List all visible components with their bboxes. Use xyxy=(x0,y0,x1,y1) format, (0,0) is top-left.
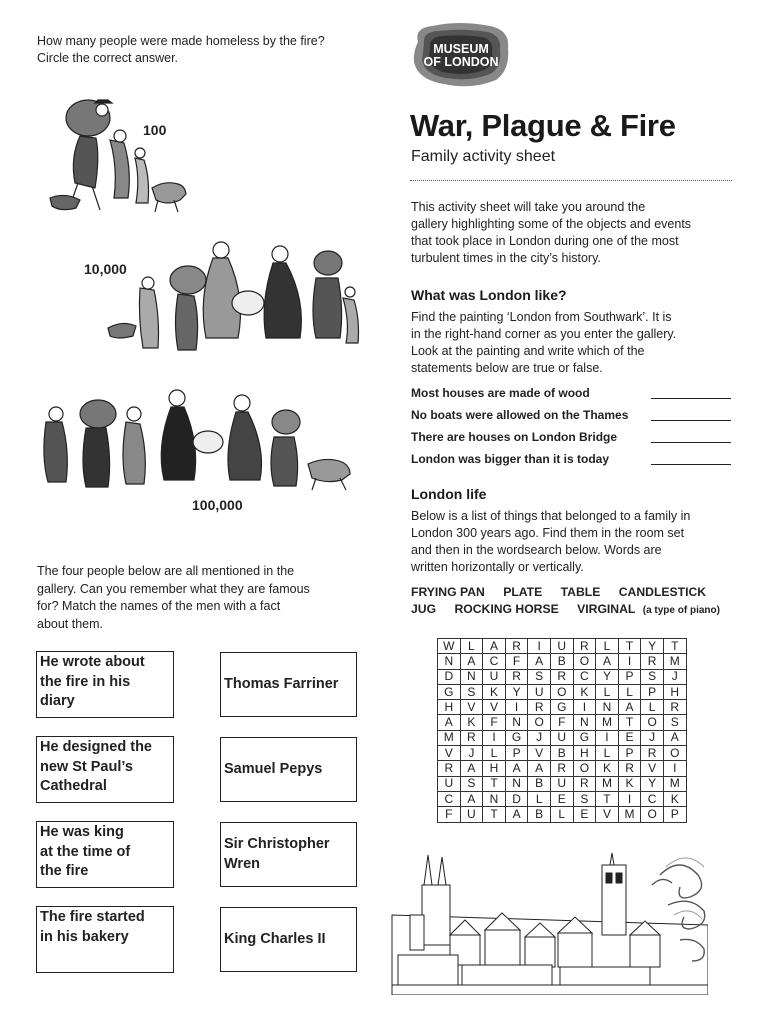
wordsearch-cell[interactable]: A xyxy=(460,791,483,806)
wordsearch-cell[interactable]: A xyxy=(438,715,461,730)
wordsearch-cell[interactable]: H xyxy=(573,746,596,761)
wordsearch-row xyxy=(438,746,687,761)
wordsearch-cell[interactable]: Y xyxy=(641,639,664,654)
wordsearch-cell[interactable]: R xyxy=(528,700,551,715)
wordsearch-cell[interactable]: O xyxy=(641,807,664,822)
wordsearch-cell[interactable]: S xyxy=(641,669,664,684)
wordsearch-cell[interactable]: A xyxy=(460,654,483,669)
wordsearch-row xyxy=(438,639,687,654)
wordsearch-cell[interactable]: J xyxy=(641,730,664,745)
wordsearch-cell[interactable]: I xyxy=(573,700,596,715)
wordsearch-cell[interactable]: A xyxy=(505,761,528,776)
wordsearch-cell[interactable]: R xyxy=(550,761,573,776)
statement-row xyxy=(411,452,731,470)
wordsearch-cell[interactable]: B xyxy=(550,654,573,669)
wordsearch-cell[interactable]: T xyxy=(483,807,506,822)
wordsearch-cell[interactable]: A xyxy=(505,807,528,822)
wordsearch-cell[interactable]: B xyxy=(550,746,573,761)
wordsearch-cell[interactable]: O xyxy=(528,715,551,730)
wordsearch-cell[interactable]: C xyxy=(438,791,461,806)
wordsearch-cell[interactable]: V xyxy=(460,700,483,715)
name-box-thomas-farriner[interactable] xyxy=(220,652,357,717)
wordsearch-cell[interactable]: E xyxy=(573,807,596,822)
statement-text: London was bigger than it is today xyxy=(411,452,610,466)
wordsearch-cell[interactable]: S xyxy=(460,776,483,791)
wordsearch-cell[interactable]: L xyxy=(460,639,483,654)
word-list-row2 xyxy=(411,602,735,616)
wordsearch-cell[interactable]: P xyxy=(663,807,686,822)
wordsearch-row xyxy=(438,700,687,715)
wordsearch-cell[interactable]: W xyxy=(438,639,461,654)
match-question-line: gallery. Can you remember what they are famous xyxy=(37,581,310,596)
wordsearch-cell[interactable]: K xyxy=(663,791,686,806)
wordsearch-cell[interactable]: V xyxy=(596,807,619,822)
wordsearch-cell[interactable]: R xyxy=(641,746,664,761)
wordsearch-cell[interactable]: C xyxy=(641,791,664,806)
wordsearch-cell[interactable]: L xyxy=(483,746,506,761)
wordsearch-cell[interactable]: L xyxy=(550,807,573,822)
homeless-question-line1: How many people were made homeless by the fire? xyxy=(37,34,325,48)
wordsearch-cell[interactable]: T xyxy=(663,639,686,654)
wordsearch-cell[interactable]: R xyxy=(550,669,573,684)
wordsearch-cell[interactable]: N xyxy=(483,791,506,806)
statement-text: Most houses are made of wood xyxy=(411,386,590,400)
wordsearch-cell[interactable]: M xyxy=(596,715,619,730)
fact-line: He was king xyxy=(40,824,124,840)
answer-blank[interactable] xyxy=(651,420,731,421)
wordsearch-cell[interactable]: I xyxy=(505,700,528,715)
wordsearch-cell[interactable]: N xyxy=(460,669,483,684)
fact-line: diary xyxy=(40,693,75,709)
intro-line: This activity sheet will take you around the xyxy=(411,200,646,214)
word-item: CANDLESTICK xyxy=(618,585,707,599)
wordsearch-cell[interactable]: N xyxy=(596,700,619,715)
london-skyline-fire-illustration xyxy=(390,845,708,995)
name-box-samuel-pepys[interactable] xyxy=(220,737,357,802)
wordsearch-cell[interactable]: G xyxy=(438,684,461,699)
wordsearch-cell[interactable]: E xyxy=(550,791,573,806)
wordsearch-cell[interactable]: F xyxy=(505,654,528,669)
fact-line: the fire in his xyxy=(40,673,131,690)
fact-line: the fire xyxy=(40,863,89,879)
fact-line: Cathedral xyxy=(40,778,107,794)
statement-row xyxy=(411,430,731,448)
wordsearch-cell[interactable]: I xyxy=(663,761,686,776)
wordsearch-cell[interactable]: K xyxy=(618,776,641,791)
match-question-line: about them. xyxy=(37,616,104,631)
wordsearch-cell[interactable]: A xyxy=(483,639,506,654)
answer-blank[interactable] xyxy=(651,442,731,443)
london-line: Look at the painting and write which of the xyxy=(411,344,645,358)
wordsearch-cell[interactable]: O xyxy=(573,654,596,669)
name-line: Wren xyxy=(224,855,260,872)
wordsearch-cell[interactable]: O xyxy=(663,746,686,761)
page-title: War, Plague & Fire xyxy=(410,108,676,143)
wordsearch-cell[interactable]: P xyxy=(505,746,528,761)
wordsearch-cell[interactable]: Y xyxy=(641,776,664,791)
wordsearch-row xyxy=(438,669,687,684)
wordsearch-cell[interactable]: N xyxy=(573,715,596,730)
name-line: Thomas Farriner xyxy=(224,675,339,692)
wordsearch-cell[interactable]: R xyxy=(438,761,461,776)
name-box-king-charles[interactable] xyxy=(220,907,357,972)
wordsearch-cell[interactable]: Y xyxy=(505,684,528,699)
fact-line: new St Paul’s xyxy=(40,758,133,775)
wordsearch-row xyxy=(438,807,687,822)
wordsearch-cell[interactable]: D xyxy=(438,669,461,684)
wordsearch-cell[interactable]: L xyxy=(596,746,619,761)
wordsearch-cell[interactable]: R xyxy=(663,700,686,715)
london-line: Find the painting ‘London from Southwark’. It is xyxy=(411,310,672,324)
wordsearch-cell[interactable]: L xyxy=(641,700,664,715)
wordsearch-cell[interactable]: G xyxy=(573,730,596,745)
wordsearch-cell[interactable]: I xyxy=(596,730,619,745)
name-line: Samuel Pepys xyxy=(224,760,323,777)
wordsearch-cell[interactable]: V xyxy=(528,746,551,761)
wordsearch-cell[interactable]: M xyxy=(438,730,461,745)
wordsearch-cell[interactable]: A xyxy=(460,761,483,776)
wordsearch-cell[interactable]: K xyxy=(483,684,506,699)
word-item: VIRGINAL xyxy=(577,602,636,616)
wordsearch-cell[interactable]: O xyxy=(641,715,664,730)
wordsearch-cell[interactable]: A xyxy=(528,761,551,776)
wordsearch-cell[interactable]: T xyxy=(596,791,619,806)
name-line: Sir Christopher xyxy=(224,836,330,852)
match-question xyxy=(37,563,357,633)
wordsearch-cell[interactable]: C xyxy=(573,669,596,684)
match-question-line: for? Match the names of the men with a fact xyxy=(37,599,281,613)
wordsearch-cell[interactable]: H xyxy=(483,761,506,776)
wordsearch-cell[interactable]: N xyxy=(505,776,528,791)
wordsearch-cell[interactable]: M xyxy=(596,776,619,791)
wordsearch-cell[interactable]: U xyxy=(550,730,573,745)
wordsearch-cell[interactable]: R xyxy=(573,639,596,654)
refugees-large-group-illustration xyxy=(36,382,354,497)
answer-blank[interactable] xyxy=(651,398,731,399)
london-line: in the right-hand corner as you enter the gallery. xyxy=(411,327,677,341)
wordsearch-cell[interactable]: L xyxy=(528,791,551,806)
wordsearch-cell[interactable]: R xyxy=(618,761,641,776)
wordsearch-cell[interactable]: J xyxy=(663,669,686,684)
wordsearch-cell[interactable]: R xyxy=(505,669,528,684)
name-line: King Charles II xyxy=(224,930,326,947)
intro-line: gallery highlighting some of the objects and events xyxy=(411,217,692,231)
statement-row xyxy=(411,408,731,426)
wordsearch-cell[interactable]: S xyxy=(460,684,483,699)
wordsearch-grid xyxy=(437,638,687,823)
life-line: Below is a list of things that belonged to a family in xyxy=(411,509,691,523)
dotted-divider xyxy=(410,180,732,181)
wordsearch-cell[interactable]: A xyxy=(596,654,619,669)
answer-100000[interactable]: 100,000 xyxy=(192,497,243,513)
word-item: ROCKING HORSE xyxy=(454,602,559,616)
wordsearch-cell[interactable]: K xyxy=(460,715,483,730)
wordsearch-cell[interactable]: H xyxy=(438,700,461,715)
wordsearch-cell[interactable]: M xyxy=(618,807,641,822)
london-life-paragraph xyxy=(411,508,733,576)
wordsearch-cell[interactable]: A xyxy=(528,654,551,669)
life-line: and then in the wordsearch below. Words are xyxy=(411,543,662,557)
wordsearch-cell[interactable]: U xyxy=(550,776,573,791)
intro-line: that took place in London during one of the most xyxy=(411,234,679,248)
fact-line: The fire started xyxy=(40,909,145,925)
wordsearch-cell[interactable]: U xyxy=(550,639,573,654)
wordsearch-cell[interactable]: B xyxy=(528,807,551,822)
wordsearch-cell[interactable]: D xyxy=(505,791,528,806)
logo-line1: MUSEUM xyxy=(433,42,489,56)
wordsearch-cell[interactable]: C xyxy=(483,654,506,669)
wordsearch-cell[interactable]: R xyxy=(573,776,596,791)
word-item: FRYING PAN xyxy=(411,585,485,599)
london-life-heading: London life xyxy=(411,486,487,502)
wordsearch-cell[interactable]: S xyxy=(528,669,551,684)
wordsearch-row xyxy=(438,761,687,776)
refugees-small-group-illustration xyxy=(40,88,190,220)
word-item: TABLE xyxy=(560,585,601,599)
wordsearch-cell[interactable]: U xyxy=(460,807,483,822)
fact-line: in his bakery xyxy=(40,928,129,945)
wordsearch-cell[interactable]: R xyxy=(505,639,528,654)
fact-box-bakery[interactable] xyxy=(36,906,174,973)
wordsearch-cell[interactable]: L xyxy=(596,639,619,654)
wordsearch-cell[interactable]: A xyxy=(663,730,686,745)
london-line: statements below are true or false. xyxy=(411,361,603,375)
wordsearch-cell[interactable]: I xyxy=(618,791,641,806)
wordsearch-cell[interactable]: P xyxy=(641,684,664,699)
wordsearch-cell[interactable]: F xyxy=(550,715,573,730)
wordsearch-cell[interactable]: R xyxy=(641,654,664,669)
match-question-line: The four people below are all mentioned in the xyxy=(37,564,295,578)
wordsearch-cell[interactable]: A xyxy=(618,700,641,715)
wordsearch-cell[interactable]: E xyxy=(618,730,641,745)
fact-box-king[interactable] xyxy=(36,821,174,888)
wordsearch-cell[interactable]: U xyxy=(528,684,551,699)
wordsearch-cell[interactable]: R xyxy=(460,730,483,745)
wordsearch-cell[interactable]: U xyxy=(483,669,506,684)
wordsearch-cell[interactable]: I xyxy=(483,730,506,745)
statement-row xyxy=(411,386,731,404)
wordsearch-cell[interactable]: K xyxy=(596,761,619,776)
wordsearch-cell[interactable]: P xyxy=(618,746,641,761)
statement-text: No boats were allowed on the Thames xyxy=(411,408,629,422)
fact-box-diary[interactable] xyxy=(36,651,174,718)
wordsearch-cell[interactable]: S xyxy=(573,791,596,806)
wordsearch-cell[interactable]: I xyxy=(528,639,551,654)
name-box-christopher-wren[interactable] xyxy=(220,822,357,887)
word-list-row1 xyxy=(411,585,721,599)
wordsearch-cell[interactable]: S xyxy=(663,715,686,730)
wordsearch-row xyxy=(438,776,687,791)
wordsearch-cell[interactable]: T xyxy=(618,639,641,654)
page-subtitle: Family activity sheet xyxy=(411,148,556,165)
wordsearch-cell[interactable]: U xyxy=(438,776,461,791)
wordsearch-cell[interactable]: T xyxy=(483,776,506,791)
answer-100[interactable]: 100 xyxy=(143,122,167,138)
wordsearch-cell[interactable]: L xyxy=(596,684,619,699)
word-item: JUG xyxy=(411,602,437,616)
answer-blank[interactable] xyxy=(651,464,731,465)
wordsearch-cell[interactable]: V xyxy=(483,700,506,715)
wordsearch-cell[interactable]: O xyxy=(573,761,596,776)
wordsearch-cell[interactable]: F xyxy=(438,807,461,822)
intro-line: turbulent times in the city’s history. xyxy=(411,251,601,265)
wordsearch-row xyxy=(438,730,687,745)
fact-line: at the time of xyxy=(40,843,131,860)
museum-of-london-logo xyxy=(410,22,512,88)
wordsearch-cell[interactable]: M xyxy=(663,654,686,669)
wordsearch-cell[interactable]: B xyxy=(528,776,551,791)
answer-10000[interactable]: 10,000 xyxy=(84,261,127,277)
wordsearch-cell[interactable]: T xyxy=(618,715,641,730)
fact-line: He designed the xyxy=(40,739,152,755)
intro-paragraph xyxy=(411,199,733,267)
wordsearch-cell[interactable]: V xyxy=(438,746,461,761)
statement-text: There are houses on London Bridge xyxy=(411,430,618,444)
wordsearch-cell[interactable]: I xyxy=(618,654,641,669)
wordsearch-row xyxy=(438,684,687,699)
wordsearch-cell[interactable]: F xyxy=(483,715,506,730)
fact-box-cathedral[interactable] xyxy=(36,736,174,803)
life-line: written horizontally or vertically. xyxy=(411,560,584,574)
wordsearch-cell[interactable]: J xyxy=(460,746,483,761)
wordsearch-row xyxy=(438,654,687,669)
wordsearch-cell[interactable]: N xyxy=(438,654,461,669)
wordsearch-cell[interactable]: V xyxy=(641,761,664,776)
wordsearch-cell[interactable]: N xyxy=(505,715,528,730)
wordsearch-cell[interactable]: G xyxy=(505,730,528,745)
life-line: London 300 years ago. Find them in the room set xyxy=(411,526,685,540)
london-heading: What was London like? xyxy=(411,287,567,303)
wordsearch-row xyxy=(438,715,687,730)
wordsearch-cell[interactable]: Y xyxy=(596,669,619,684)
refugees-medium-group-illustration xyxy=(88,228,368,358)
fact-line: He wrote about xyxy=(40,654,145,670)
london-paragraph xyxy=(411,309,733,377)
wordsearch-cell[interactable]: H xyxy=(663,684,686,699)
wordsearch-cell[interactable]: L xyxy=(618,684,641,699)
logo-line2: OF LONDON xyxy=(423,55,499,69)
wordsearch-cell[interactable]: P xyxy=(618,669,641,684)
homeless-question xyxy=(37,33,377,67)
wordsearch-cell[interactable]: K xyxy=(573,684,596,699)
wordsearch-cell[interactable]: J xyxy=(528,730,551,745)
wordsearch-cell[interactable]: M xyxy=(663,776,686,791)
word-item: PLATE xyxy=(503,585,543,599)
wordsearch-cell[interactable]: G xyxy=(550,700,573,715)
wordsearch-row xyxy=(438,791,687,806)
homeless-question-line2: Circle the correct answer. xyxy=(37,51,179,65)
wordsearch-cell[interactable]: O xyxy=(550,684,573,699)
word-note: (a type of piano) xyxy=(642,605,720,616)
